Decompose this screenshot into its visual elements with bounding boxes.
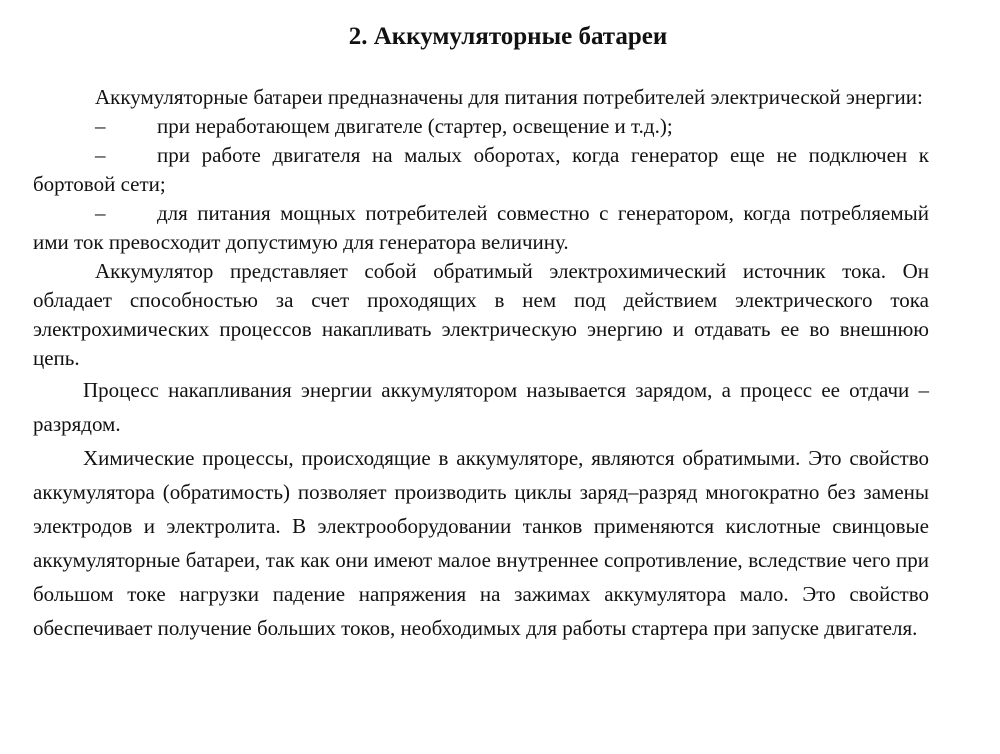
list-item-text: для питания мощных потребителей совместно с генератором, когда потребляемый ими ток превосходит допустимую для генератора величину. [33,201,929,254]
list-item [33,112,929,141]
dash-marker: – [95,114,106,138]
document-body [33,83,929,645]
list-item-text: при неработающем двигателе (стартер, освещение и т.д.); [157,114,673,138]
list-item-text: при работе двигателя на малых оборотах, когда генератор еще не подключен к бортовой сети; [33,143,929,196]
second-section [33,373,929,645]
dash-marker: – [95,143,106,167]
dash-marker: – [95,201,106,225]
list-item [33,199,929,257]
list-item [33,141,929,199]
charge-paragraph: Процесс накапливания энергии аккумулятором называется зарядом, а процесс ее отдачи – разрядом. [33,378,929,436]
chemical-paragraph: Химические процессы, происходящие в аккумуляторе, являются обратимыми. Это свойство аккумулятора (обратимость) позволяет производить циклы заряд–разряд многократно без замены электродов и электролита. В электрооборудовании танков применяются кислотные свинцовые аккумуляторные батареи, так как они имеют малое внутреннее сопротивление, вследствие чего при большом токе нагрузки падение напряжения на зажимах аккумулятора мало. Это свойство обеспечивает получение больших токов, необходимых для работы стартера при запуске двигателя. [33,446,929,640]
intro-paragraph: Аккумуляторные батареи предназначены для питания потребителей электрической энергии: [95,85,923,109]
section-title: 2. Аккумуляторные батареи [348,23,668,50]
accumulator-paragraph: Аккумулятор представляет собой обратимый электрохимический источник тока. Он обладает способностью за счет проходящих в нем под действием электрического тока электрохимических процессов накапливать электрическую энергию и отдавать ее во внешнюю цепь. [33,259,929,370]
